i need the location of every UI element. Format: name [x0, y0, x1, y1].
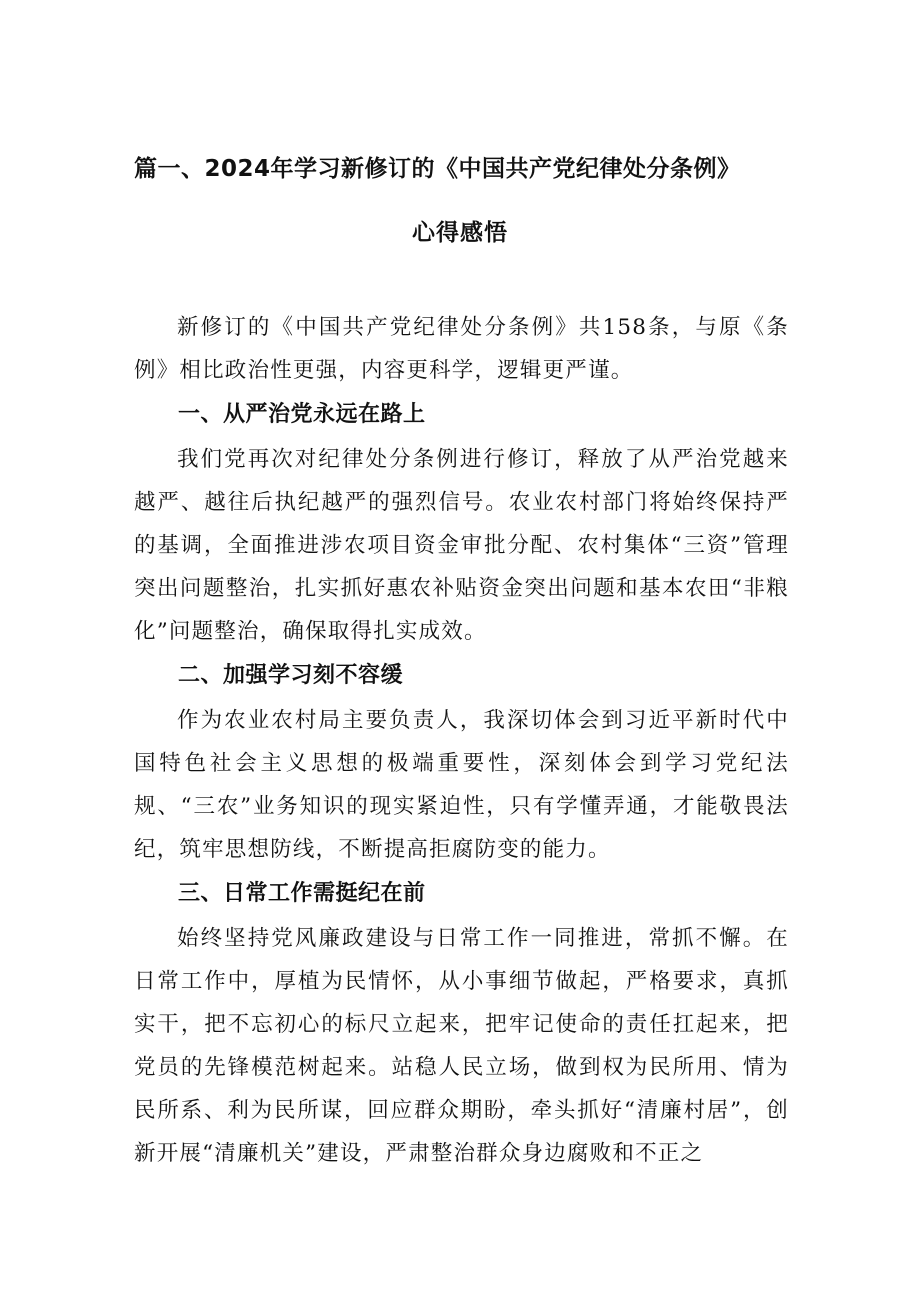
section-heading: 二、加强学习刻不容缓 [178, 663, 404, 688]
section-paragraph: 我们党再次对纪律处分条例进行修订，释放了从严治党越来越严、越往后执纪越严的强烈信号。农业农村部门将始终保持严的基调，全面推进涉农项目资金审批分配、农村集体“三资”管理突出问题整治，扎实抓好惠农补贴资金突出问题和基本农田“非粮化”问题整治，确保取得扎实成效。 [134, 447, 789, 644]
section-paragraph: 始终坚持党风廉政建设与日常工作一同推进，常抓不懈。在日常工作中，厚植为民情怀，从小事细节做起，严格要求，真抓实干，把不忘初心的标尺立起来，把牢记使命的责任扛起来，把党员的先锋模范树起来。站稳人民立场，做到权为民所用、情为民所系、利为民所谋，回应群众期盼，牵头抓好“清廉村居”，创新开展“清廉机关”建设，严肃整治群众身边腐败和不正之 [134, 926, 789, 1166]
section-paragraph: 作为农业农村局主要负责人，我深切体会到习近平新时代中国特色社会主义思想的极端重要性，深刻体会到学习党纪法规、“三农”业务知识的现实紧迫性，只有学懂弄通，才能敬畏法纪，筑牢思想防线，不断提高拒腐防变的能力。 [134, 708, 789, 862]
section-heading: 三、日常工作需挺纪在前 [178, 881, 426, 906]
document-title: 篇一、2024年学习新修订的《中国共产党纪律处分条例》 [134, 156, 741, 182]
document-body [134, 306, 789, 1175]
section-heading: 一、从严治党永远在路上 [178, 402, 426, 427]
document-subtitle: 心得感悟 [412, 220, 508, 246]
intro-paragraph: 新修订的《中国共产党纪律处分条例》共158条，与原《条例》相比政治性更强，内容更科学，逻辑更严谨。 [134, 315, 789, 383]
